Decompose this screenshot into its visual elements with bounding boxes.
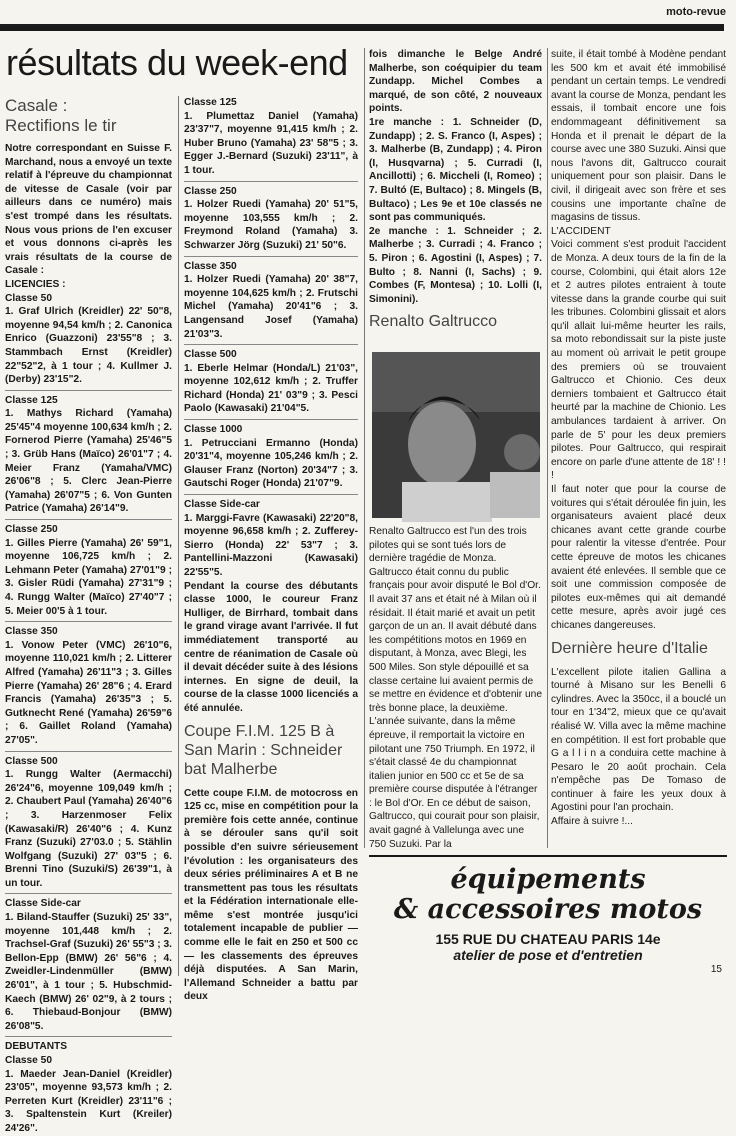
page-number: 15 — [710, 964, 722, 975]
column-1 — [5, 96, 172, 1134]
class-results: 1. Holzer Ruedi (Yamaha) 20' 51"5, moyenne 103,555 km/h ; 2. Freymond Roland (Yamaha) 3. Schwarzer Jörg (Suzuki) 21' 50"6. — [184, 199, 358, 251]
divider — [5, 621, 172, 622]
article-title: Casale : — [5, 96, 68, 115]
class-heading: Classe 350 — [184, 260, 237, 272]
class-heading: Classe 500 — [184, 349, 237, 361]
class-results: 1. Graf Ulrich (Kreidler) 22' 50"8, moyenne 94,54 km/h ; 2. Canonica Enrico (Guazzoni) 23'55"8 ; 3. Stammbach Ernst (Kreidler) 22"52"2, à 1 tour ; 4. Kullmer J. (Derby) 23'15"2. — [5, 306, 172, 386]
fim-text-cont: fois dimanche le Belge André Malherbe, son coéquipier du team Zundapp. Michel Combes a marqué, de son côté, 2 nouveaux points. — [369, 49, 542, 115]
class-results: 1. Holzer Ruedi (Yamaha) 20' 38"7, moyenne 104,625 km/h ; 2. Frutschi Michel (Yamaha) 20'41"6 ; 3. Langensand Josef (Yamaha) 21'03"3. — [184, 274, 358, 340]
divider — [5, 1036, 172, 1037]
class-heading: Classe Side-car — [184, 499, 260, 511]
article-subtitle: Rectifions le tir — [5, 116, 117, 135]
class-results: 1. Petrucciani Ermanno (Honda) 20'31"4, moyenne 105,246 km/h ; 2. Glauser Franz (Norton) 20'34"7 ; 3. Gautschi Roger (Honda) 21'07"9. — [184, 437, 358, 490]
column-2 — [184, 96, 358, 1003]
ad-service: atelier de pose et d'entretien — [453, 947, 643, 963]
page-headline: résultats du week-end — [6, 42, 348, 83]
advertisement — [369, 855, 727, 977]
fim-title: Coupe F.I.M. 125 B à San Marin : Schneider bat Malherbe — [184, 722, 343, 778]
column-rule — [178, 96, 179, 976]
column-rule — [364, 48, 365, 848]
class-results: 1. Biland-Stauffer (Suzuki) 25' 33", moyenne 101,448 km/h ; 2. Trachsel-Graf (Suzuki) 26' 55"3 ; 3. Bellon-Epp (BMW) 26' 56"6 ; 4. Zweidler-Lindenmüller (BMW) 26'01", à 1 tour ; 5. Hubschmid-Kaech (BMW) 26' 02"9, à 2 tours ; 6. Thiebaud-Bonjour (BMW) 26'08"5. — [5, 912, 172, 1032]
divider — [5, 519, 172, 520]
column-3 — [369, 48, 542, 348]
class-heading: Classe 1000 — [184, 424, 243, 436]
article-intro: Notre correspondant en Suisse F. Marchand, nous a envoyé un texte relatif à l'épreuve du championnat de vitesse de Casale (voir par ailleurs dans ce numéro) mais s'est trompé dans les résultats. Nous vous prions de l'en excuser et vous donnons ci-après les vrais résultats de la course de Casale : — [5, 143, 172, 277]
accident-text: Voici comment s'est produit l'accident de Monza. A deux tours de la fin de la course, Colombini, qui était alors 12e et 2 autres pilotes entraient à toute vitesse dans la grande courbe qui suit les tribunes. Colombini glissait et alors qu'il allait lui-même heurter les rails, sa moto rebondissait sur la piste juste au moment où arrivait le petit groupe des premiers où se trouvaient Galtrucco et Chionio. Ces deux derniers tombaient et Galtrucco était heurté par la machine de Chionio. Les ambulances tardaient à arriver. On parle de 5' pour les deux premiers pilotes. Pour Galtrucco, qui respirait encore on parle d'une attente de 18' ! ! ! — [551, 239, 726, 482]
fim-heat-1: 1re manche : 1. Schneider (D, Zundapp) ; 2. S. Franco (I, Aspes) ; 3. Malherbe (B, Zundapp) ; 4. Piron (I, Husqvarna) ; 5. Curradi (I, Ancillotti) ; 6. Miccheli (I, Romeo) ; 7. Bultó (E, Bultaco) ; 8. Mingels (B, Bultaco) ; Les 9e et 10e classés ne sont pas communiqués. — [369, 116, 542, 224]
accident-heading: L'ACCIDENT — [551, 225, 611, 237]
class-heading: Classe 125 — [184, 97, 237, 108]
divider — [5, 893, 172, 894]
chicane-text: Il faut noter que pour la course de voitures qui s'était déroulée fin juin, les organisateurs avaient placé deux chicanes avant cette grande courbe pour ralentir la vitesse d'entrée. Pour cette épreuve de motos les chicanes avaient été enlevées. Il semble que ce soit une commission composée de pilotes eux-mêmes qui ait demandé cette mesure, après avoir jugé ces chicanes dangereuses. — [551, 484, 726, 631]
photo-caption: Renalto Galtrucco est l'un des trois pilotes qui se sont tués lors de dernière tragédie de Monza. Galtrucco était connu du public français pour avoir disputé le Bol d'Or. Il avait 37 ans et était né à Milan où il résidait. Il était marié et avait un petit garçon de un an. Il avait débuté dans les compétitions motos en 1969 en disputant, à Monza, avec Blegi, les 500 Miles. Son style dépouillé et sa classe certaine lui avaient permis de se mettre en évidence et d'obtenir une très bonne place, la deuxième. L'année suivante, dans la même épreuve, il remportait la victoire en pilotant une 750 Triumph. En 1972, il s'était classé 4e du championnat italien junior en 500 cc et 5e de sa première course disputée à l'étranger : le Bol d'Or. En ce début de saison, Galtrucco, qui courait pour son plaisir, avait gagné à Vallelunga avec une 750 Suzuki. Par la — [369, 526, 542, 850]
divider — [5, 390, 172, 391]
column-rule — [547, 48, 548, 848]
ad-line-1: équipements — [450, 864, 646, 895]
class-heading: Classe 50 — [5, 292, 53, 304]
class-results: 1. Rungg Walter (Aermacchi) 26'24"6, moyenne 109,049 km/h ; 2. Chaubert Paul (Yamaha) 26'40"6 ; 3. Harzenmoser Felix (Kawasaki/R) 26'40"6 ; 4. Kunz Franz (Suzuki) 27'03.0 ; 5. Stählin Wolfgang (Suzuki) 27' 03"5 ; 6. Brenni Tino (Suzuki/S) 26'39"1, à un tour. — [5, 769, 172, 889]
divider — [184, 419, 358, 420]
class-heading: Classe Side-car — [5, 898, 81, 910]
divider — [184, 494, 358, 495]
class-heading: Classe 50 — [5, 1055, 53, 1066]
divider — [184, 256, 358, 257]
class-results: 1. Maeder Jean-Daniel (Kreidler) 23'05", moyenne 93,573 km/h ; 2. Perreten Kurt (Kreidler) 23'11"6 ; 3. Spaltenstein Kurt (Kreiler) 24'26". — [5, 1068, 172, 1134]
class-heading: Classe 250 — [184, 185, 237, 197]
divider — [184, 181, 358, 182]
accident-note: Pendant la course des débutants classe 1000, le coureur Franz Hulliger, de Birrhard, tombait dans le grand virage avant l'arrivée. Il fut immédiatement transporté au centre de réanimation de Casale où il devait décéder suite à des lésions internes. En signe de deuil, la course de la classe 1000 licenciés a été annulée. — [184, 580, 358, 714]
column-4 — [551, 48, 726, 848]
galtrucco-title: Renalto Galtrucco — [369, 313, 498, 331]
italy-text: L'excellent pilote italien Gallina a tourné à Misano sur les Benelli 6 cylindres. Avec la 350cc, il a bouclé un tour en 1'34"2, mieux que ce qu'avait réalisé W. Villa avec la même machine en compétition. Il est fort probable que G a l l i n a conduira cette machine à Pesaro le 20 août prochain. Cela n'empêche pas De Tomaso de continuer à faire les yeux doux à Agostini pour l'an prochain. — [551, 666, 726, 814]
class-results: 1. Mathys Richard (Yamaha) 25'45"4 moyenne 100,634 km/h ; 2. Fornerod Pierre (Yamaha) 25'46"5 ; 3. Grüb Hans (Maïco) 26'01"7 ; 4. Meier Franz (Yamaha/VMC) 26'06"8 ; 5. Clerc Jean-Pierre (Yamaha) 26'07"5 ; 6. Von Gunten Patrice (Yamaha) 26'14"9. — [5, 408, 172, 515]
section-heading: DEBUTANTS — [5, 1041, 68, 1053]
class-heading: Classe 250 — [5, 524, 58, 536]
galtrucco-text: suite, il était tombé à Modène pendant les 500 km et avait été immobilisé pendant un certain temps. Le vendredi avant la course de Monza, pendant les essais, il tombait encore une fois endommageant définitivement sa Honda et il prenait le départ de la course avec une 380 Suzuki. Ainsi que nous l'avons dit, Galtrucco courait uniquement pour son plaisir. Dans le civil, il dirigeait avec son frère et ses cousins une importante chaîne de magasins de tissus. — [551, 49, 726, 224]
divider — [5, 751, 172, 752]
class-heading: Classe 125 — [5, 394, 58, 406]
top-rule — [0, 24, 724, 31]
class-heading: Classe 500 — [5, 755, 58, 767]
class-results: 1. Plumettaz Daniel (Yamaha) 23'37"7, moyenne 91,415 km/h ; 2. Huber Bruno (Yamaha) 23' 58"5 ; 3. Egger J.-Bernard (Suzuki) 23'11", à 1 tour. — [184, 110, 358, 176]
ad-line-2: & accessoires motos — [393, 894, 703, 925]
to-follow: Affaire à suivre !... — [551, 816, 633, 828]
class-heading: Classe 350 — [5, 626, 58, 638]
class-results: 1. Vonow Peter (VMC) 26'10"6, moyenne 110,021 km/h ; 2. Litterer Alfred (Yamaha) 26'11"3 ; 3. Gilles Pierre (Yamaha) 26' 28"6 ; 4. Erard Francis (Yamaha) 26'35"3 ; 5. Gutknecht René (Yamaha) 26'59"6 ; 6. Gaillet Roland (Yamaha) 27'05". — [5, 639, 172, 746]
portrait-photo — [372, 352, 540, 518]
section-heading: LICENCIES : — [5, 278, 66, 290]
fim-heat-2: 2e manche : 1. Schneider ; 2. Malherbe ; 3. Curradi ; 4. Franco ; 5. Piron ; 6. Agostini (I, Aspes) ; 7. Bulto ; 8. Nanni (I, Sachs) ; 9. Combes (F, Montesa) ; 10. Lolli (I, Simonini). — [369, 225, 542, 305]
class-results: 1. Gilles Pierre (Yamaha) 26' 59"1, moyenne 106,725 km/h ; 2. Lehmann Peter (Yamaha) 27'01"9 ; 3. Gisler Rüdi (Yamaha) 27'31"9 ; 4. Rungg Walter (Maïco) 27'40"7 ; 5. Meier 00'5 à 1 tour. — [5, 537, 172, 617]
italy-title: Dernière heure d'Italie — [551, 639, 708, 657]
divider — [184, 344, 358, 345]
fim-text: Cette coupe F.I.M. de motocross en 125 cc, mise en compétition pour la première fois cette année, continue à se dérouler sans qu'il soit possible d'en suivre sérieusement l'évolution : les organisateurs des deux séries préliminaires A et B ne transmettent pas tous les résultats et la Fédération internationale elle-même s'est montrée jusqu'ici totalement incapable de publier — comme elle le fait en 250 et 500 cc — les classements des épreuves déjà disputées. A San Marin, l'Allemand Schneider a battu par deux — [184, 787, 358, 1003]
class-results: 1. Eberle Helmar (Honda/L) 21'03", moyenne 102,612 km/h ; 2. Truffer Richard (Honda) 21' 03"9 ; 3. Pesci Paolo (Kawasaki) 21'04"5. — [184, 362, 358, 415]
rider-portrait-image — [372, 352, 540, 518]
magazine-name: moto-revue — [666, 6, 726, 18]
class-results: 1. Marggi-Favre (Kawasaki) 22'20"8, moyenne 96,658 km/h ; 2. Zufferey-Sierro (Honda) 22' 53"7 ; 3. Pantellini-Mazzoni (Kawasaki) 22'55"5. — [184, 512, 358, 578]
ad-address: 155 RUE DU CHATEAU PARIS 14e — [435, 931, 661, 947]
